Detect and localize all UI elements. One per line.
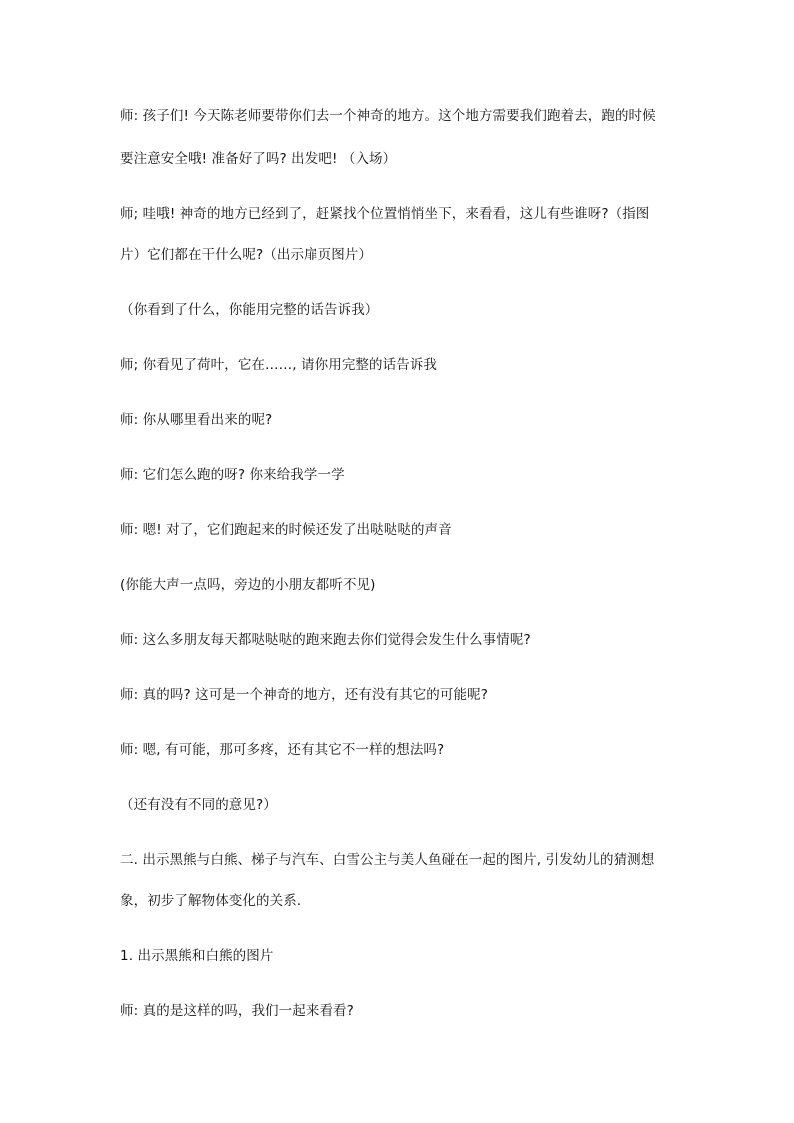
text-line: 象，初步了解物体变化的关系. <box>120 893 302 909</box>
text-line: 师: 孩子们! 今天陈老师要带你们去一个神奇的地方。这个地方需要我们跑着去，跑的时候 <box>120 108 656 124</box>
text-line: 师: 真的吗? 这可是一个神奇的地方，还有没有其它的可能呢? <box>120 687 488 703</box>
text-line: 二. 出示黑熊与白熊、梯子与汽车、白雪公主与美人鱼碰在一起的图片, 引发幼儿的猜测想 <box>120 852 655 868</box>
list-item-heading: 1. 出示黑熊和白熊的图片 <box>120 948 274 964</box>
text-line: 师: 你从哪里看出来的呢? <box>120 412 273 428</box>
text-line: 片）它们都在干什么呢?（出示扉页图片） <box>120 247 373 263</box>
text-line: （你看到了什么，你能用完整的话告诉我） <box>120 302 379 318</box>
text-line: 师: 它们怎么跑的呀? 你来给我学一学 <box>120 467 345 483</box>
text-line: （还有没有不同的意见?） <box>120 797 277 813</box>
text-line: 师; 你看见了荷叶，它在……, 请你用完整的话告诉我 <box>120 357 438 373</box>
text-line: (你能大声一点吗，旁边的小朋友都听不见) <box>120 577 376 593</box>
text-line: 师: 这么多朋友每天都哒哒哒的跑来跑去你们觉得会发生什么事情呢? <box>120 632 531 648</box>
text-line: 师; 哇哦! 神奇的地方已经到了，赶紧找个位置悄悄坐下，来看看，这儿有些谁呀?（指图 <box>120 206 650 222</box>
text-line: 师: 真的是这样的吗，我们一起来看看? <box>120 1003 354 1019</box>
text-line: 要注意安全哦! 准备好了吗? 出发吧! （入场） <box>120 151 397 167</box>
text-line: 师: 嗯, 有可能，那可多疼，还有其它不一样的想法吗? <box>120 742 445 758</box>
text-line: 师: 嗯! 对了，它们跑起来的时候还发了出哒哒哒的声音 <box>120 522 452 538</box>
